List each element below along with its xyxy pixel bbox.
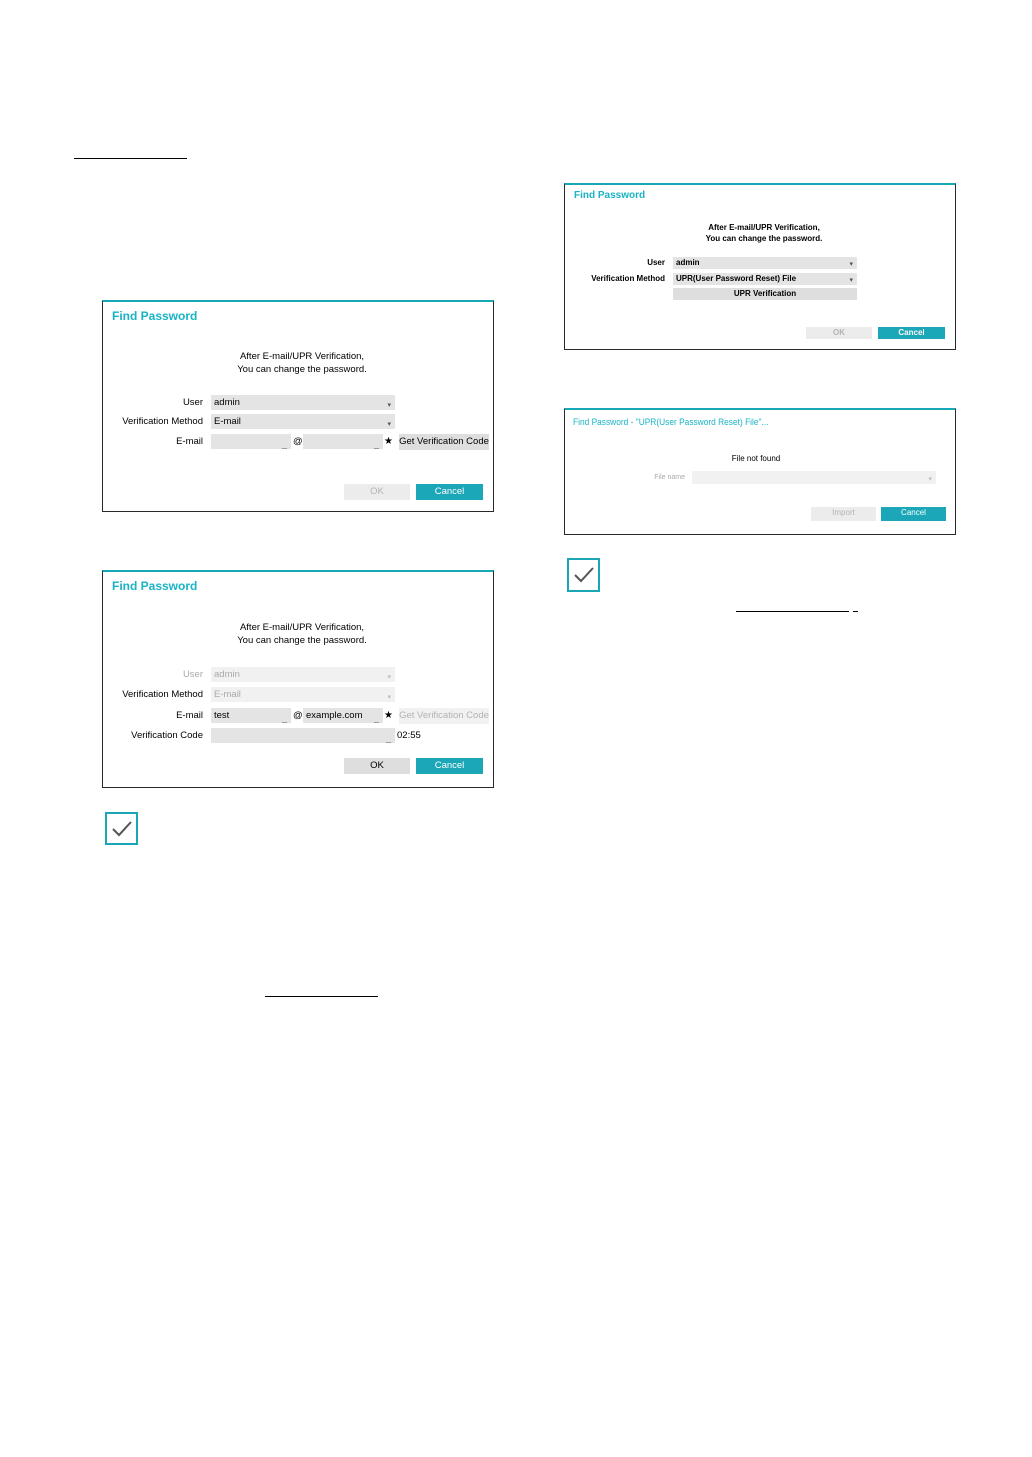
file-name-label: File name	[654, 474, 685, 481]
user-select[interactable]	[211, 667, 395, 682]
chevron-down-icon: ▾	[928, 476, 932, 483]
message-line-1: After E-mail/UPR Verification,	[239, 622, 365, 633]
user-select[interactable]	[211, 395, 395, 410]
email-label: E-mail	[176, 710, 203, 721]
page-underline-right	[736, 611, 849, 612]
chevron-down-icon: ▾	[387, 674, 391, 681]
file-name-select[interactable]	[692, 471, 936, 484]
message-line-2: You can change the password.	[705, 234, 823, 243]
input-cursor-mark: _	[281, 439, 287, 449]
chevron-down-icon: ▾	[849, 277, 853, 284]
verification-method-label: Verification Method	[122, 416, 203, 427]
find-password-dialog-email	[102, 300, 494, 512]
email-user-value: test	[214, 710, 230, 721]
verification-method-value: UPR(User Password Reset) File	[676, 274, 797, 283]
upr-file-dialog	[564, 408, 956, 535]
email-at-sign: @	[293, 436, 303, 447]
chevron-down-icon: ▾	[849, 261, 853, 268]
verification-method-label: Verification Method	[122, 689, 203, 700]
verification-method-value: E-mail	[214, 689, 241, 700]
dialog-title: Find Password	[112, 309, 198, 323]
cancel-button[interactable]: Cancel	[416, 484, 483, 500]
star-icon[interactable]: ★	[384, 710, 393, 721]
email-user-input[interactable]	[211, 708, 291, 723]
file-status-text: File not found	[731, 454, 781, 463]
message-line-1: After E-mail/UPR Verification,	[708, 223, 820, 232]
input-cursor-mark: _	[385, 733, 391, 743]
user-label: User	[182, 669, 203, 680]
get-verification-code-button[interactable]: Get Verification Code	[399, 708, 489, 724]
upr-verification-button[interactable]: UPR Verification	[673, 288, 857, 300]
chevron-down-icon: ▾	[387, 694, 391, 701]
dialog-title: Find Password - "UPR(User Password Reset) File"...	[573, 417, 769, 428]
ok-button[interactable]: OK	[344, 484, 410, 500]
verification-timer: 02:55	[397, 730, 421, 741]
message-line-2: You can change the password.	[237, 635, 367, 646]
email-domain-input[interactable]	[303, 708, 383, 723]
email-domain-value: example.com	[306, 710, 363, 721]
dialog-message	[202, 350, 402, 376]
page-underline-right-dash	[853, 611, 858, 612]
user-label: User	[182, 397, 203, 408]
verification-code-label: Verification Code	[131, 730, 203, 741]
find-password-dialog-upr	[564, 183, 956, 350]
verification-code-input[interactable]	[211, 728, 395, 743]
dialog-title: Find Password	[574, 190, 646, 201]
verification-method-select[interactable]	[211, 687, 395, 702]
verification-method-value: E-mail	[214, 416, 241, 427]
input-cursor-mark: _	[281, 713, 287, 723]
verification-method-label: Verification Method	[591, 274, 665, 283]
file-status-message	[656, 453, 856, 464]
email-label: E-mail	[176, 436, 203, 447]
get-verification-code-button[interactable]: Get Verification Code	[399, 434, 489, 450]
chevron-down-icon: ▾	[387, 421, 391, 428]
dialog-message	[664, 222, 864, 244]
ok-button[interactable]: OK	[344, 758, 410, 774]
chevron-down-icon: ▾	[387, 402, 391, 409]
input-cursor-mark: _	[373, 713, 379, 723]
input-cursor-mark: _	[373, 439, 379, 449]
page-underline-bottom-left	[265, 996, 378, 997]
check-note-icon	[567, 558, 600, 592]
email-at-sign: @	[293, 710, 303, 721]
ok-button[interactable]: OK	[806, 327, 872, 339]
cancel-button[interactable]: Cancel	[878, 327, 945, 339]
email-domain-input[interactable]	[303, 434, 383, 449]
message-line-2: You can change the password.	[237, 364, 367, 375]
star-icon[interactable]: ★	[384, 436, 393, 447]
cancel-button[interactable]: Cancel	[881, 507, 946, 521]
check-note-icon	[105, 812, 138, 845]
message-line-1: After E-mail/UPR Verification,	[239, 351, 365, 362]
dialog-title: Find Password	[112, 579, 198, 593]
user-select-value: admin	[676, 258, 700, 267]
user-select[interactable]	[673, 257, 857, 269]
user-select-value: admin	[214, 397, 240, 408]
import-button[interactable]: Import	[811, 507, 876, 521]
cancel-button[interactable]: Cancel	[416, 758, 483, 774]
dialog-message	[202, 621, 402, 647]
page-underline-top-left	[74, 158, 187, 159]
verification-method-select[interactable]	[673, 273, 857, 285]
email-user-input[interactable]	[211, 434, 291, 449]
find-password-dialog-code	[102, 570, 494, 788]
user-select-value: admin	[214, 669, 240, 680]
verification-method-select[interactable]	[211, 414, 395, 429]
user-label: User	[647, 258, 665, 267]
